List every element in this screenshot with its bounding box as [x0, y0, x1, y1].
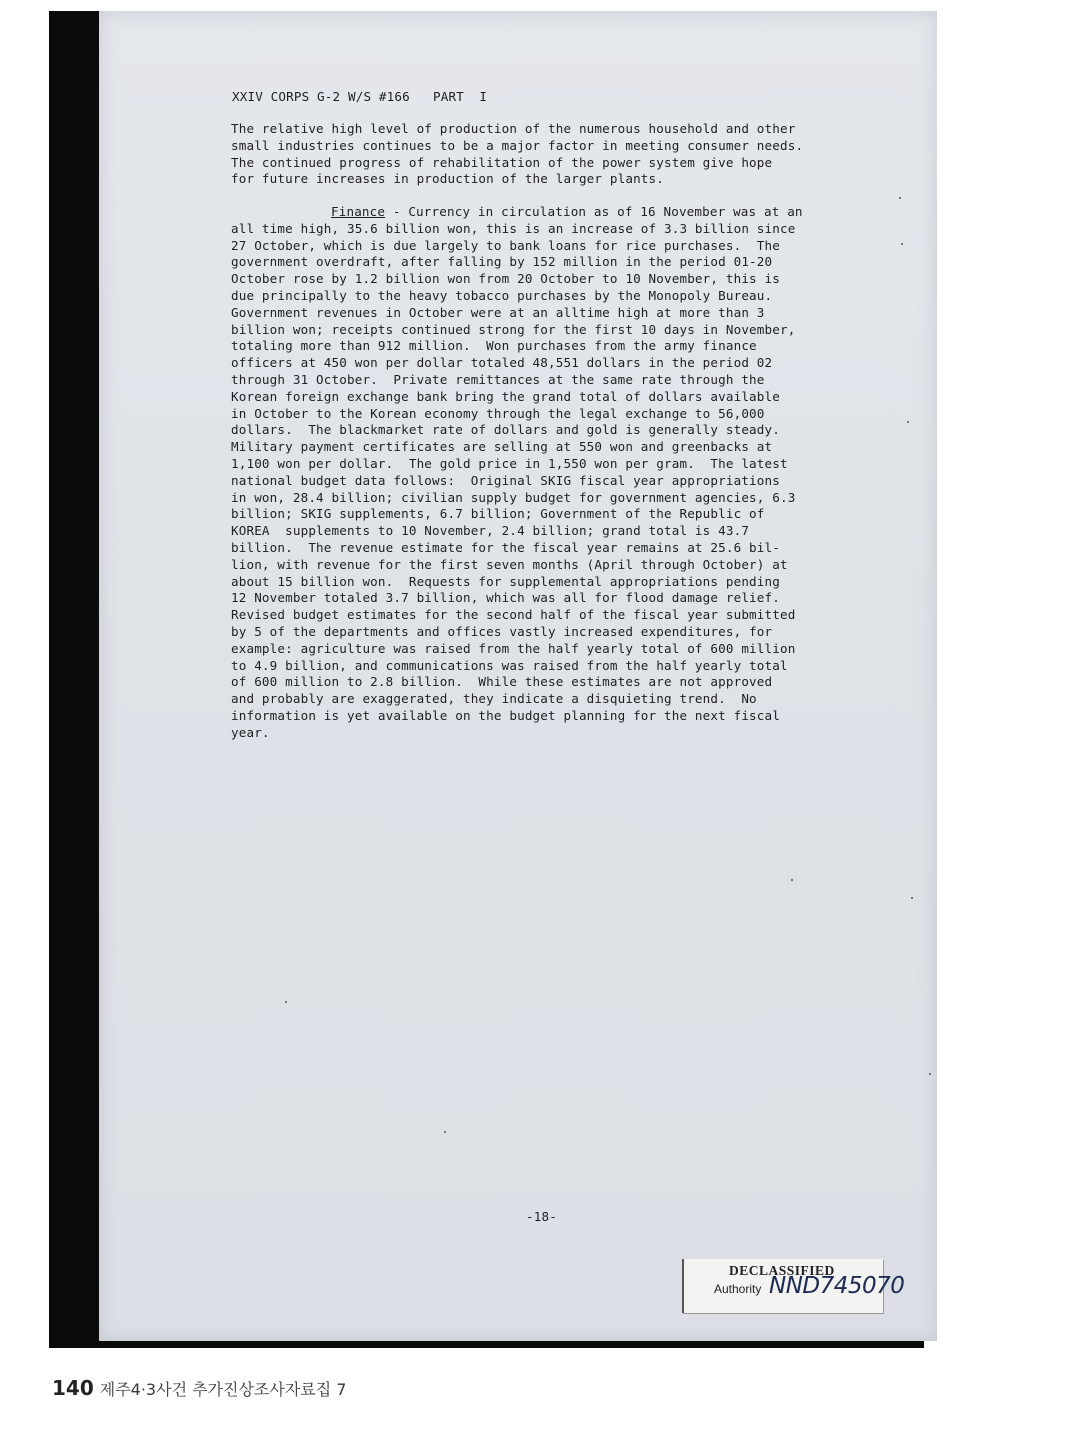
paper-speck — [285, 1001, 287, 1003]
paper-speck — [907, 421, 909, 423]
finance-line: billion. The revenue estimate for the fiscal year remains at 25.6 bil- — [231, 539, 780, 555]
paper-speck — [444, 1131, 446, 1133]
document-page — [99, 11, 937, 1341]
finance-line: lion, with revenue for the first seven months (April through October) at — [231, 556, 788, 572]
finance-line: example: agriculture was raised from the half yearly total of 600 million — [231, 640, 796, 656]
finance-line: all time high, 35.6 billion won, this is an increase of 3.3 billion since — [231, 220, 796, 236]
stamp-title: DECLASSIFIED — [729, 1263, 835, 1278]
page-number: -18- — [526, 1209, 557, 1224]
finance-line: dollars. The blackmarket rate of dollars and gold is generally steady. — [231, 422, 780, 438]
finance-line: government overdraft, after falling by 152 million in the period 01-20 — [231, 254, 773, 270]
finance-first-line-text: - Currency in circulation as of 16 November was at an — [385, 204, 803, 219]
paper-speck — [911, 897, 913, 899]
finance-line: October rose by 1.2 billion won from 20 October to 10 November, this is — [231, 271, 780, 287]
finance-line: Revised budget estimates for the second half of the fiscal year submitted — [231, 607, 796, 623]
finance-line: national budget data follows: Original SKIG fiscal year appropriations — [231, 472, 780, 488]
finance-line: 27 October, which is due largely to bank loans for rice purchases. The — [231, 237, 780, 253]
finance-line: by 5 of the departments and offices vastly increased expenditures, for — [231, 623, 773, 639]
production-line: The continued progress of rehabilitation of the power system give hope — [231, 154, 773, 170]
document-header: XXIV CORPS G-2 W/S #166 PART I — [232, 89, 488, 104]
finance-first-line — [231, 204, 871, 221]
paragraph-finance — [231, 204, 871, 742]
paper-speck — [929, 1073, 931, 1075]
paper-speck — [791, 879, 793, 881]
finance-line: billion won; receipts continued strong for the first 10 days in November, — [231, 321, 796, 337]
finance-line: to 4.9 billion, and communications was raised from the half yearly total — [231, 657, 788, 673]
production-line: for future increases in production of the larger plants. — [231, 171, 664, 187]
book-title: 제주4·3사건 추가진상조사자료집 7 — [99, 1380, 347, 1399]
scanned-document-frame — [49, 11, 924, 1348]
finance-line: and probably are exaggerated, they indicate a disquieting trend. No — [231, 691, 757, 707]
finance-line: through 31 October. Private remittances at the same rate through the — [231, 371, 765, 387]
production-line: small industries continues to be a major factor in meeting consumer needs. — [231, 137, 804, 153]
finance-line: in October to the Korean economy through the legal exchange to 56,000 — [231, 405, 765, 421]
finance-line: in won, 28.4 billion; civilian supply budget for government agencies, 6.3 — [231, 489, 796, 505]
paper-speck — [899, 197, 901, 199]
production-line: The relative high level of production of the numerous household and other — [231, 121, 796, 136]
finance-line: information is yet available on the budget planning for the next fiscal — [231, 707, 780, 723]
book-page-number: 140 — [52, 1376, 94, 1400]
finance-line: KOREA supplements to 10 November, 2.4 billion; grand total is 43.7 — [231, 523, 750, 539]
finance-line: Military payment certificates are selling at 550 won and greenbacks at — [231, 439, 773, 455]
finance-line: 1,100 won per dollar. The gold price in 1,550 won per gram. The latest — [231, 455, 788, 471]
paper-speck — [901, 243, 903, 245]
finance-line: 12 November totaled 3.7 billion, which was all for flood damage relief. — [231, 590, 780, 606]
book-footer — [52, 1376, 346, 1400]
finance-heading: Finance — [331, 204, 386, 219]
paragraph-production — [231, 121, 871, 188]
finance-line: Korean foreign exchange bank bring the grand total of dollars available — [231, 388, 780, 404]
stamp-authority-number: NND745070 — [769, 1273, 905, 1299]
finance-line: about 15 billion won. Requests for supplemental appropriations pending — [231, 573, 780, 589]
finance-line: officers at 450 won per dollar totaled 48,551 dollars in the period 02 — [231, 355, 773, 371]
finance-line: of 600 million to 2.8 billion. While these estimates are not approved — [231, 674, 773, 690]
finance-line: billion; SKIG supplements, 6.7 billion; Government of the Republic of — [231, 506, 765, 522]
declassified-stamp — [682, 1259, 905, 1313]
finance-line: year. — [231, 724, 270, 740]
stamp-authority-label: Authority — [714, 1282, 762, 1296]
finance-line: totaling more than 912 million. Won purchases from the army finance — [231, 338, 757, 354]
finance-line: Government revenues in October were at an alltime high at more than 3 — [231, 304, 765, 320]
finance-line: due principally to the heavy tobacco purchases by the Monopoly Bureau. — [231, 287, 773, 303]
